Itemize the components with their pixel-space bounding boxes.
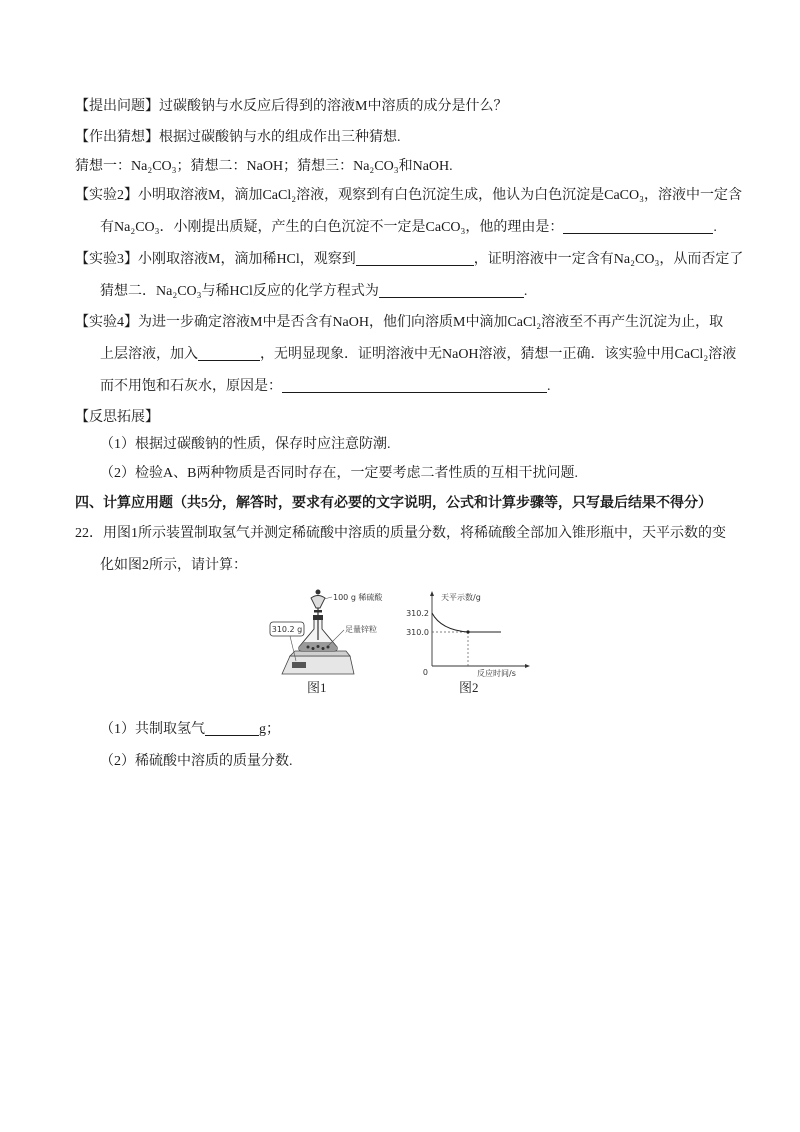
answer-blank (282, 378, 547, 393)
mass-curve (432, 613, 501, 632)
experiment3-line2-text: 猜想二．Na₂CO₃与稀HCl反应的化学方程式为 (100, 284, 379, 299)
section4-heading: 四、计算应用题（共5分，解答时，要求有必要的文字说明，公式和计算步骤等，只写最后结果不得分） (75, 496, 712, 511)
figure1-apparatus (268, 586, 400, 678)
question-line: 【提出问题】过碳酸钠与水反应后得到的溶液M中溶质的成分是什么？ (75, 99, 508, 114)
y-tick-label-lower: 310.0 (406, 628, 429, 637)
figure1-caption: 图1 (307, 680, 327, 695)
funnel-stopcock (314, 610, 322, 613)
y-tick-label-upper: 310.2 (406, 609, 429, 618)
experiment4-line2-text: 上层溶液，加入 (100, 347, 198, 362)
experiment4-line2-end: ，无明显现象．证明溶液中无NaOH溶液，猜想一正确．该实验中用CaCl₂溶液 (260, 347, 737, 362)
x-axis-arrow (525, 664, 530, 668)
answer-blank (356, 251, 474, 266)
hypothesis-intro: 【作出猜想】根据过碳酸钠与水的组成作出三种猜想. (75, 130, 401, 145)
zinc-leader-line (328, 630, 344, 646)
figure2-graph (405, 588, 535, 684)
experiment3-line2 (100, 282, 527, 302)
experiment2-line2-text: 有Na₂CO₃．小刚提出质疑，产生的白色沉淀不一定是CaCO₃，他的理由是： (100, 220, 564, 235)
experiment2-line2-end: . (713, 220, 717, 235)
answer-blank (379, 283, 524, 298)
answer-blank (198, 346, 260, 361)
question22-sub1-text: （1）共制取氢气 (100, 722, 205, 737)
experiment2-line2 (100, 218, 717, 238)
funnel-knob (316, 590, 321, 595)
zinc-label: 足量锌粒 (345, 625, 377, 634)
experiment2-line1: 【实验2】小明取溶液M，滴加CaCl₂溶液，观察到有白色沉淀生成，他认为白色沉淀是CaCO₃，溶液中一定含 (75, 188, 742, 203)
reflection-heading: 【反思拓展】 (75, 410, 159, 425)
experiment4-line1: 【实验4】为进一步确定溶液M中是否含有NaOH，他们向溶质M中滴加CaCl₂溶液至不再产生沉淀为止，取 (75, 315, 724, 330)
x-axis-label: 反应时间/s (477, 669, 516, 678)
experiment3-line1-end: ，证明溶液中一定含有Na₂CO₃，从而否定了 (473, 252, 744, 267)
experiment3-line2-end: . (523, 284, 528, 299)
figure2-caption: 图2 (459, 680, 479, 695)
reflection-item-2: （2）检验A、B两种物质是否同时存在，一定要考虑二者性质的互相干扰问题. (100, 466, 578, 481)
experiment3-line1 (75, 250, 743, 270)
curve-turning-point (466, 630, 469, 633)
y-axis-arrow (430, 591, 434, 596)
electronic-balance (282, 651, 354, 674)
separatory-funnel (311, 596, 325, 609)
experiment4-line3-text: 而不用饱和石灰水，原因是： (100, 379, 282, 394)
balance-reading: 310.2 g (271, 625, 303, 634)
reflection-item-1: （1）根据过碳酸钠的性质，保存时应注意防潮. (100, 437, 391, 452)
y-axis-label: 天平示数/g (441, 593, 481, 602)
experiment4-line3 (100, 377, 551, 397)
question22-line1: 22．用图1所示装置制取氢气并测定稀硫酸中溶质的质量分数，将稀硫酸全部加入锥形瓶中，天平示数的变 (75, 526, 726, 541)
acid-label: 100 g 稀硫酸 (333, 593, 383, 602)
question22-line2: 化如图2所示，请计算： (100, 558, 247, 573)
question22-sub1-unit: g； (259, 722, 280, 737)
answer-blank (205, 721, 259, 736)
experiment4-line3-end: . (547, 379, 551, 394)
origin-label: 0 (422, 668, 428, 677)
hypothesis-list: 猜想一：Na₂CO₃；猜想二：NaOH；猜想三：Na₂CO₃和NaOH. (75, 159, 453, 174)
balance-display (292, 662, 306, 668)
experiment4-line2 (100, 345, 736, 365)
experiment3-line1-text: 【实验3】小刚取溶液M，滴加稀HCl，观察到 (75, 252, 356, 267)
question22-sub2: （2）稀硫酸中溶质的质量分数. (100, 754, 293, 769)
answer-blank (563, 219, 713, 234)
question22-sub1 (100, 720, 280, 740)
